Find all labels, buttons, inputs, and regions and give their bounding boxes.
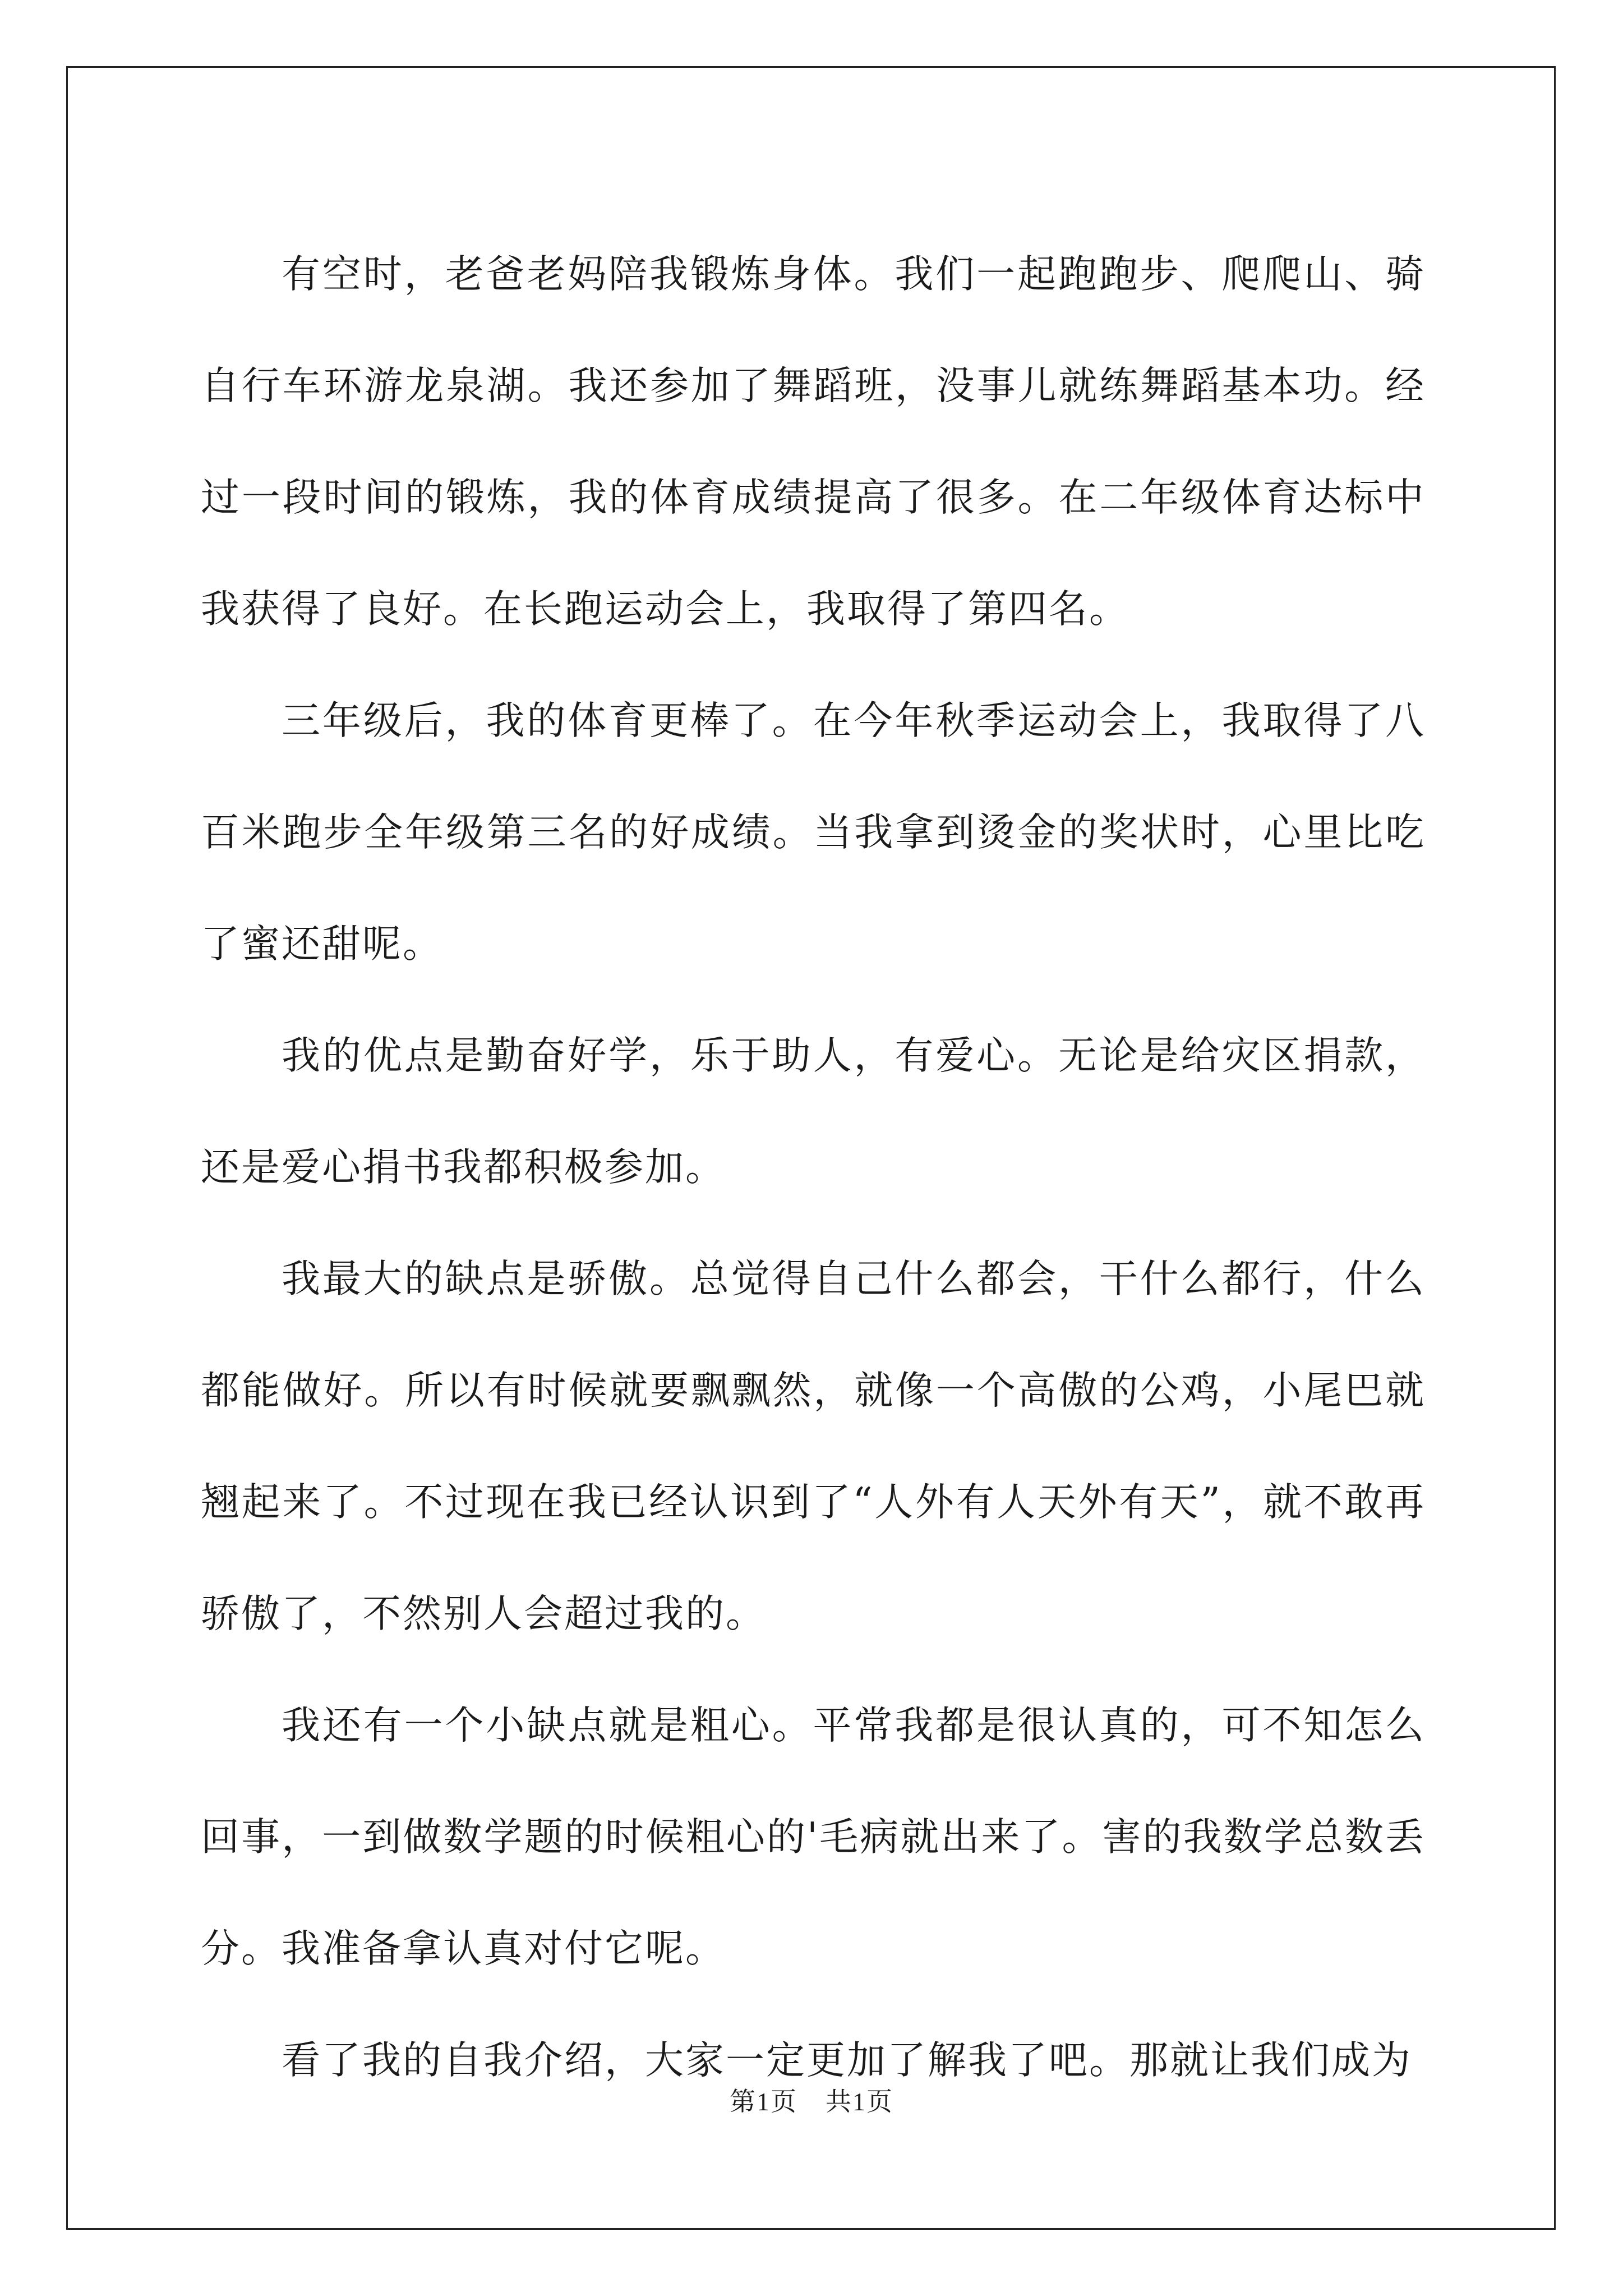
paragraph: 我的优点是勤奋好学，乐于助人，有爱心。无论是给灾区捐款，还是爱心捐书我都积极参加。: [201, 1033, 1426, 1190]
page-number: 第1页: [730, 2087, 797, 2116]
paragraph: 有空时，老爸老妈陪我锻炼身体。我们一起跑跑步、爬爬山、骑自行车环游龙泉湖。我还参加了舞蹈班，没事儿就练舞蹈基本功。经过一段时间的锻炼，我的体育成绩提高了很多。在二年级体育达标中我获得了良好。在长跑运动会上，我取得了第四名。: [201, 252, 1426, 632]
paragraph: 我最大的缺点是骄傲。总觉得自己什么都会，干什么都行，什么都能做好。所以有时候就要飘飘然，就像一个高傲的公鸡，小尾巴就翘起来了。不过现在我已经认识到了“人外有人天外有天”，就不敢再骄傲了，不然别人会超过我的。: [201, 1257, 1426, 1636]
page-footer: [0, 2081, 1623, 2118]
page-total: 共1页: [826, 2087, 893, 2116]
paragraph: 我还有一个小缺点就是粗心。平常我都是很认真的，可不知怎么回事，一到做数学题的时候粗心的'毛病就出来了。害的我数学总数丢分。我准备拿认真对付它呢。: [201, 1703, 1426, 1971]
paragraph: 看了我的自我介绍，大家一定更加了解我了吧。那就让我们成为: [282, 2038, 1412, 2083]
document-body: [201, 219, 1426, 2116]
paragraph: 三年级后，我的体育更棒了。在今年秋季运动会上，我取得了八百米跑步全年级第三名的好成绩。当我拿到烫金的奖状时，心里比吃了蜜还甜呢。: [201, 698, 1426, 967]
